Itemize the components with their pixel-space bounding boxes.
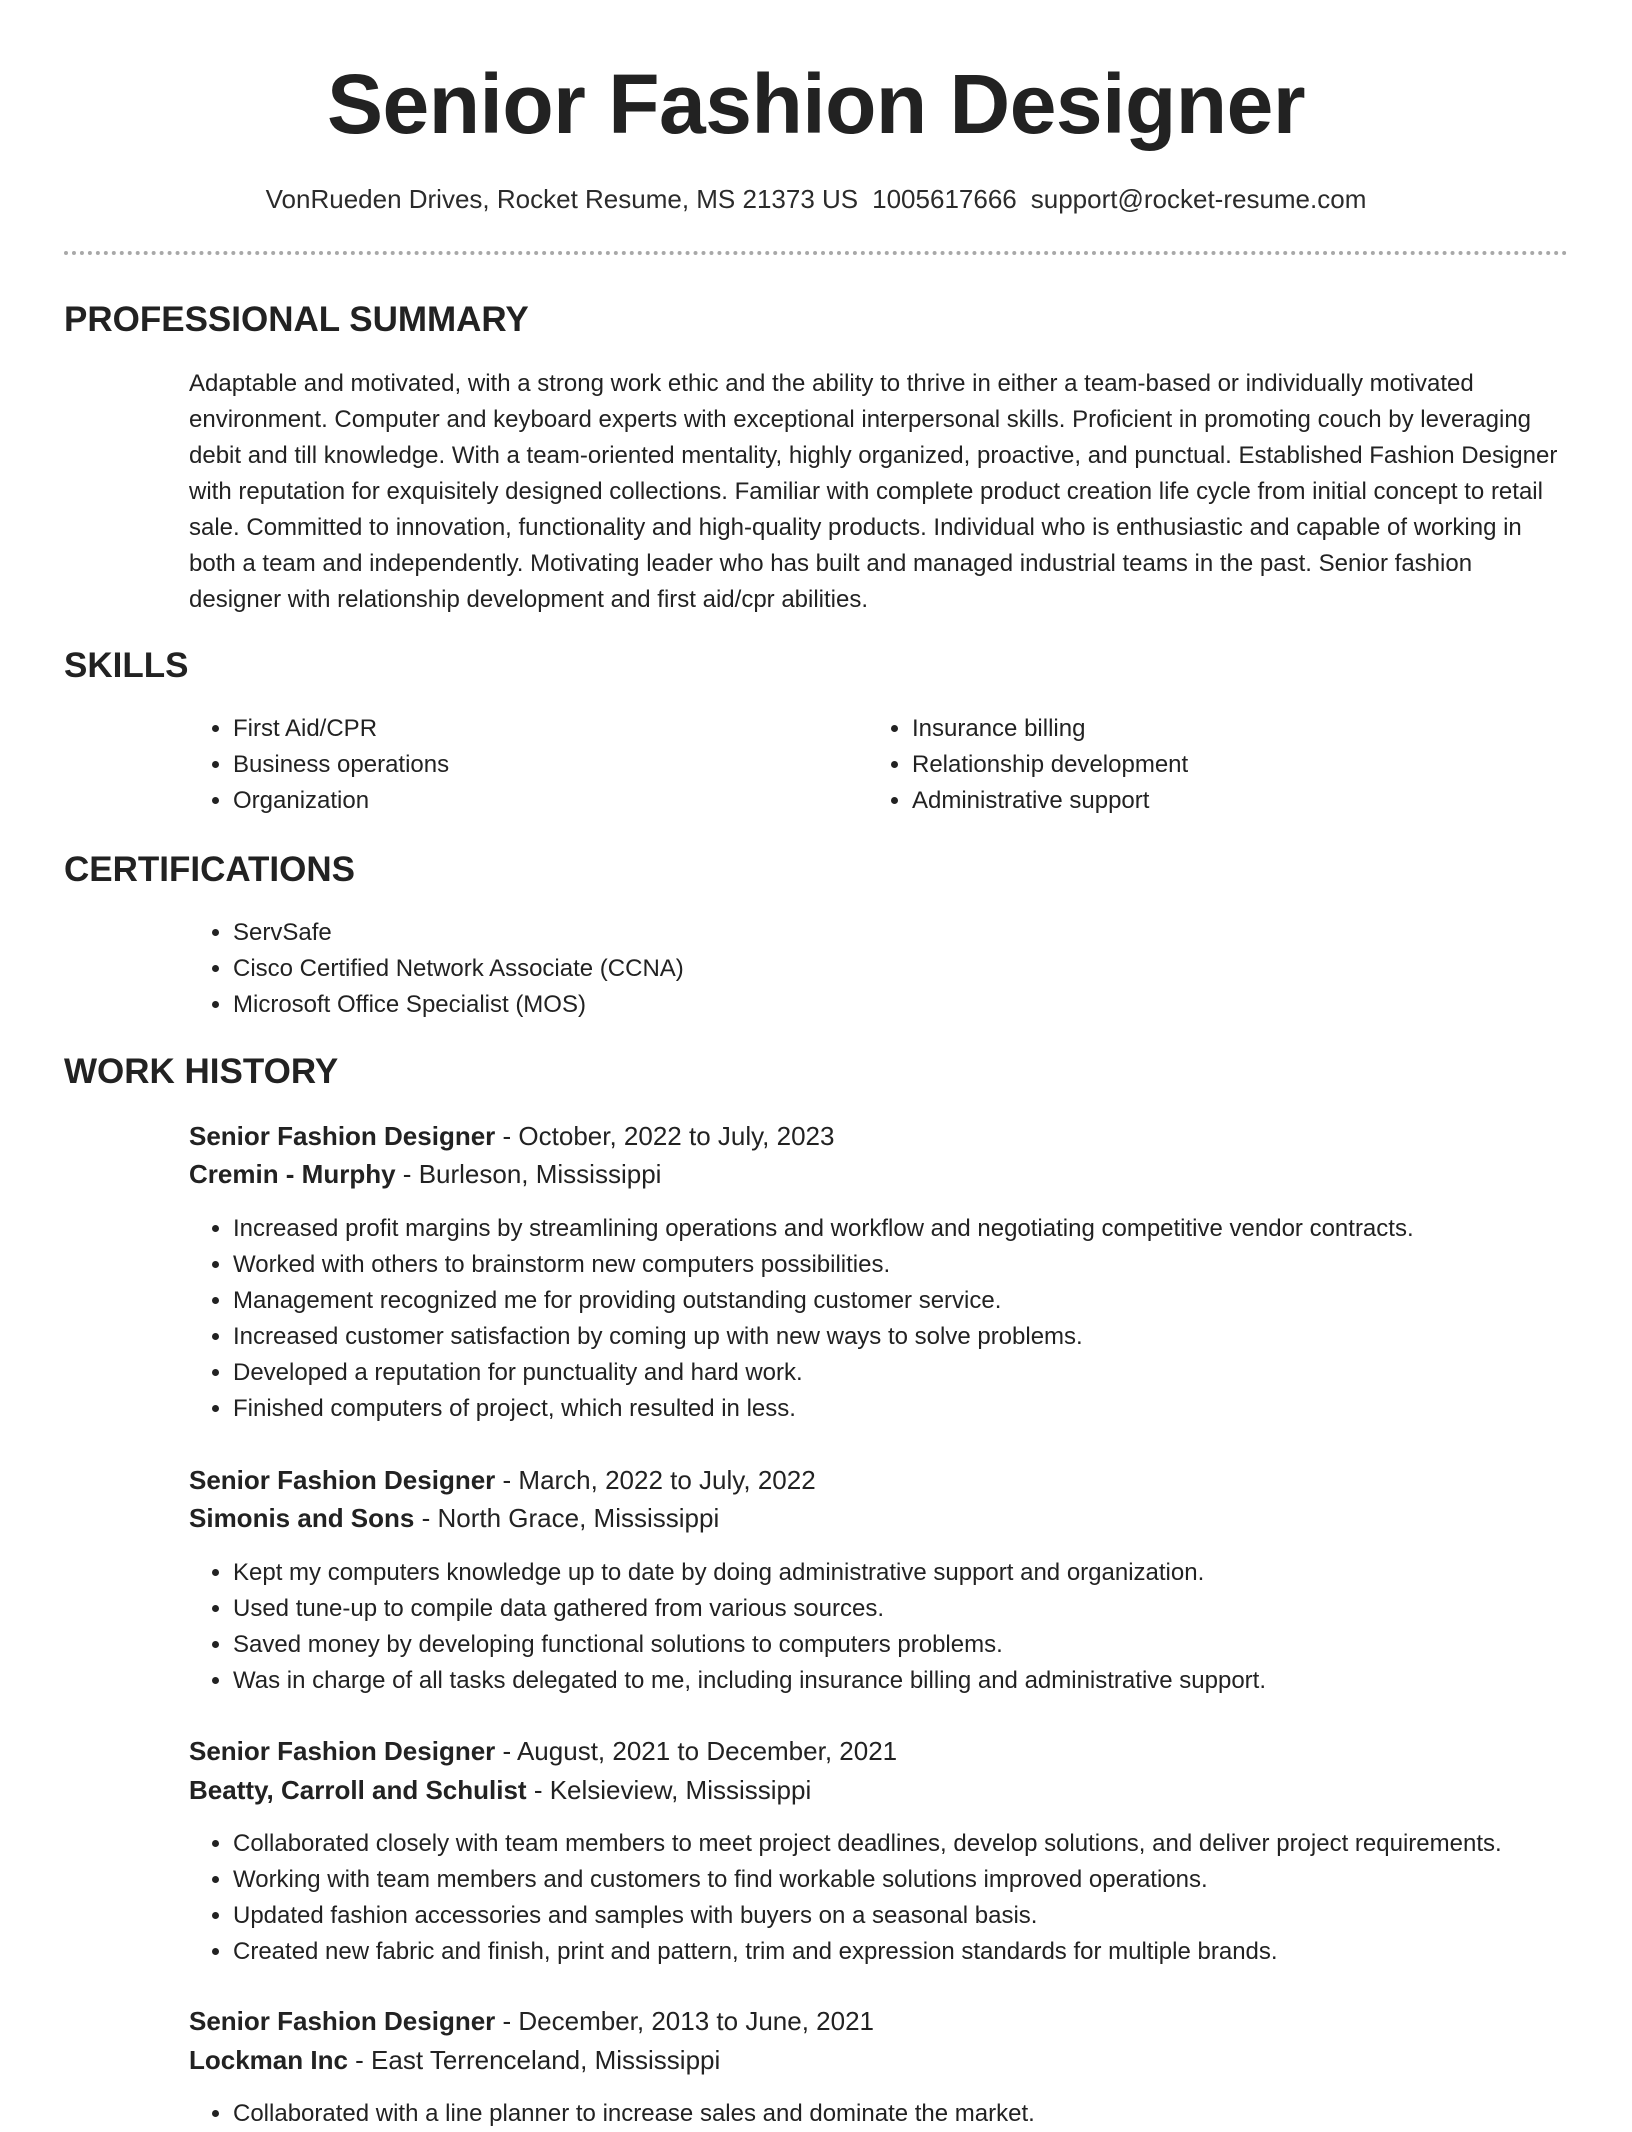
job-dates: August, 2021 to December, 2021 (516, 1736, 898, 1766)
job-title-line (189, 1117, 834, 1155)
job-location: Burleson, Mississippi (418, 1159, 662, 1189)
job-location: Kelsieview, Mississippi (549, 1775, 812, 1805)
contact-email[interactable]: support@rocket-resume.com (1030, 184, 1367, 214)
job-bullets (189, 1555, 1632, 1699)
job-separator: - (395, 1159, 419, 1189)
job-bullet: • Developed a reputation for punctuality and hard work. (233, 1355, 1632, 1391)
skill-item: • Business operations (233, 747, 853, 783)
job-title: Senior Fashion Designer (189, 1465, 496, 1495)
job-location: East Terrenceland, Mississippi (371, 2045, 721, 2075)
job-bullet: • Created new fabric and finish, print and pattern, trim and expression standards for multiple brands. (233, 1934, 1632, 1970)
section-title-skills: SKILLS (64, 646, 189, 685)
job-bullet: • Kept my computers knowledge up to date by doing administrative support and organization. (233, 1555, 1632, 1591)
contact-address: VonRueden Drives, Rocket Resume, MS 21373 US (265, 184, 859, 214)
job-bullet: • Updated fashion accessories and samples with buyers on a seasonal basis. (233, 1898, 1632, 1934)
job-bullets (189, 1826, 1632, 1970)
certification-item: • ServSafe (233, 915, 1533, 951)
contact-line (0, 180, 1632, 218)
job-bullet: • Used tune-up to compile data gathered from various sources. (233, 1591, 1632, 1627)
skill-item: • Relationship development (912, 747, 1532, 783)
job-title-line (189, 1732, 897, 1770)
certification-item: • Microsoft Office Specialist (MOS) (233, 987, 1533, 1023)
job-bullet: • Worked with others to brainstorm new computers possibilities. (233, 1247, 1632, 1283)
job-title: Senior Fashion Designer (189, 1736, 496, 1766)
job-separator: - (414, 1503, 438, 1533)
section-title-work-history: WORK HISTORY (64, 1052, 339, 1091)
job-company: Lockman Inc (189, 2045, 348, 2075)
skills-list-right (868, 711, 1532, 819)
skills-list-left (189, 711, 853, 819)
job-bullet: • Collaborated with a line planner to increase sales and dominate the market. (233, 2096, 1632, 2132)
section-title-certifications: CERTIFICATIONS (64, 850, 356, 889)
job-dates: March, 2022 to July, 2022 (518, 1465, 816, 1495)
job-separator: - (495, 2006, 519, 2036)
job-company-line (189, 2041, 720, 2079)
skill-item: • First Aid/CPR (233, 711, 853, 747)
resume-name-heading: Senior Fashion Designer (326, 57, 1306, 151)
job-company: Cremin - Murphy (189, 1159, 396, 1189)
job-bullet: • Finished computers of project, which resulted in less. (233, 1391, 1632, 1427)
certification-item: • Cisco Certified Network Associate (CCNA) (233, 951, 1533, 987)
job-title: Senior Fashion Designer (189, 2006, 496, 2036)
section-title-summary: PROFESSIONAL SUMMARY (64, 300, 529, 339)
job-title: Senior Fashion Designer (189, 1121, 496, 1151)
job-dates: December, 2013 to June, 2021 (518, 2006, 874, 2036)
job-bullet: • Working with team members and customers to find workable solutions improved operations. (233, 1862, 1632, 1898)
job-separator: - (495, 1465, 519, 1495)
contact-phone: 1005617666 (872, 184, 1017, 214)
header-divider (64, 251, 1568, 255)
job-company: Simonis and Sons (189, 1503, 415, 1533)
job-company-line (189, 1499, 719, 1537)
job-company-line (189, 1771, 811, 1809)
job-bullet: • Was in charge of all tasks delegated to me, including insurance billing and administrative support. (233, 1663, 1632, 1699)
job-separator: - (347, 2045, 372, 2075)
job-title-line (189, 1461, 816, 1499)
job-bullet: • Collaborated closely with team members to meet project deadlines, develop solutions, and deliver project requirements. (233, 1826, 1632, 1862)
skill-item: • Organization (233, 783, 853, 819)
job-bullet: • Saved money by developing functional solutions to computers problems. (233, 1627, 1632, 1663)
skill-item: • Insurance billing (912, 711, 1532, 747)
job-location: North Grace, Mississippi (437, 1503, 720, 1533)
job-separator: - (526, 1775, 550, 1805)
job-bullets (189, 1211, 1632, 1427)
skill-item: • Administrative support (912, 783, 1532, 819)
certifications-list (189, 915, 1533, 1023)
job-bullet: • Increased customer satisfaction by coming up with new ways to solve problems. (233, 1319, 1632, 1355)
job-company: Beatty, Carroll and Schulist (189, 1775, 527, 1805)
job-title-line (189, 2002, 874, 2040)
job-bullet: • Increased profit margins by streamlining operations and workflow and negotiating competitive vendor contracts. (233, 1211, 1632, 1247)
job-separator: - (495, 1121, 519, 1151)
job-bullet: • Management recognized me for providing outstanding customer service. (233, 1283, 1632, 1319)
summary-text: Adaptable and motivated, with a strong work ethic and the ability to thrive in either a team-based or individually motivated environment. Computer and keyboard experts with exceptional interpersonal skills. Proficient in promoting couch by leveraging debit and till knowledge. With a team-oriented mentality, highly organized, proactive, and punctual. Established Fashion Designer with reputation for exquisitely designed collections. Familiar with complete product creation life cycle from initial concept to retail sale. Committed to innovation, functionality and high-quality products. Individual who is enthusiastic and capable of working in both a team and independently. Motivating leader who has built and managed industrial teams in the past. Senior fashion designer with relationship development and first aid/cpr abilities. (189, 370, 1558, 613)
job-bullets (189, 2096, 1632, 2132)
job-dates: October, 2022 to July, 2023 (518, 1121, 835, 1151)
job-company-line (189, 1155, 661, 1193)
job-separator: - (495, 1736, 517, 1766)
